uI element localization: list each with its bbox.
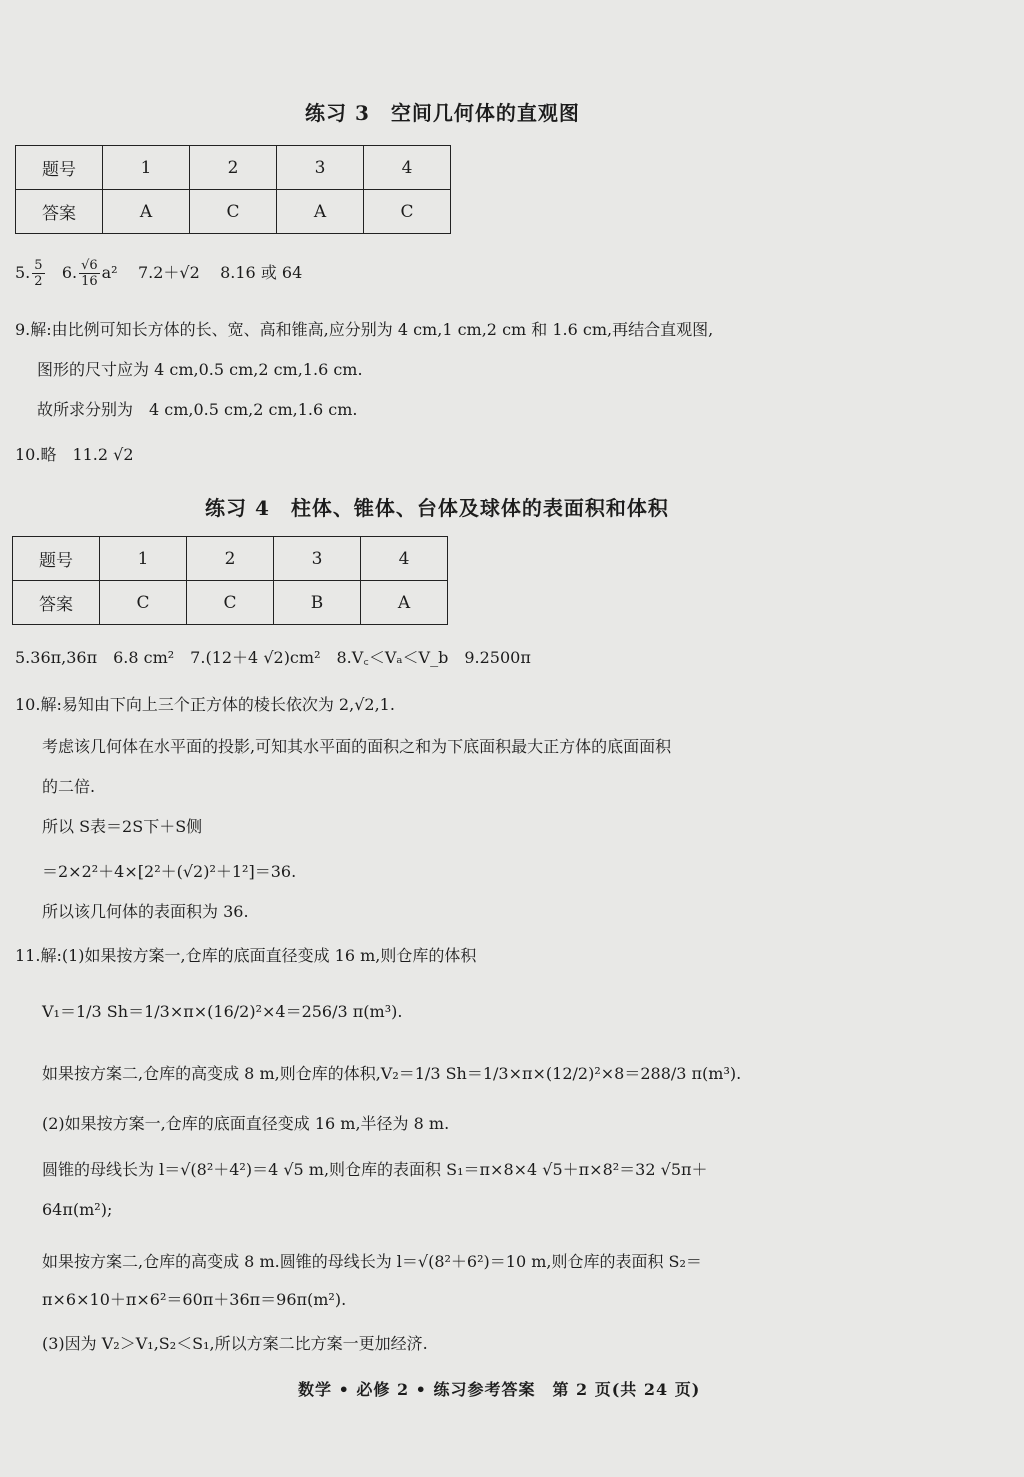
question-number: 3	[277, 146, 364, 190]
header-label: 题号	[13, 537, 100, 581]
answer-label: 答案	[16, 190, 103, 234]
q10-line3: 的二倍.	[42, 777, 96, 796]
section3-answer-table	[15, 145, 451, 234]
page-footer: 数学 • 必修 2 • 练习参考答案 第 2 页(共 24 页)	[298, 1380, 701, 1399]
q9-line1: 9.解:由比例可知长方体的长、宽、高和锥高,应分别为 4 cm,1 cm,2 cm 和 1.6 cm,再结合直观图,	[15, 320, 714, 339]
section4-title: 练习 4 柱体、锥体、台体及球体的表面积和体积	[205, 496, 669, 520]
table-row	[13, 537, 448, 581]
section4-answer-table	[12, 536, 448, 625]
q10-line2: 考虑该几何体在水平面的投影,可知其水平面的面积之和为下底面积最大正方体的底面面积	[42, 737, 672, 756]
answer-cell: C	[364, 190, 451, 234]
q11-line4: (2)如果按方案一,仓库的底面直径变成 16 m,半径为 8 m.	[42, 1114, 450, 1133]
section3-title: 练习 3 空间几何体的直观图	[305, 101, 580, 125]
q10-line1: 10.解:易知由下向上三个正方体的棱长依次为 2,√2,1.	[15, 695, 395, 714]
question-number: 1	[103, 146, 190, 190]
question-number: 4	[361, 537, 448, 581]
q11-line9: (3)因为 V₂＞V₁,S₂＜S₁,所以方案二比方案一更加经济.	[42, 1334, 428, 1353]
answer-cell: A	[277, 190, 364, 234]
q11-line7: 如果按方案二,仓库的高变成 8 m.圆锥的母线长为 l＝√(8²＋6²)＝10 m,则仓库的表面积 S₂＝	[42, 1252, 702, 1271]
q9-line3: 故所求分别为 4 cm,0.5 cm,2 cm,1.6 cm.	[37, 400, 358, 419]
table-row	[16, 190, 451, 234]
answer-cell: C	[100, 581, 187, 625]
q11-line3: 如果按方案二,仓库的高变成 8 m,则仓库的体积,V₂＝1/3 Sh＝1/3×π×(12/2)²×8＝288/3 π(m³).	[42, 1064, 742, 1083]
q11-line8: π×6×10＋π×6²＝60π＋36π＝96π(m²).	[42, 1290, 347, 1309]
question-number: 3	[274, 537, 361, 581]
header-label: 题号	[16, 146, 103, 190]
q10-line4: 所以 S表＝2S下＋S侧	[42, 817, 203, 836]
q10-line5: ＝2×2²＋4×[2²＋(√2)²＋1²]＝36.	[42, 862, 297, 881]
q11-line1: 11.解:(1)如果按方案一,仓库的底面直径变成 16 m,则仓库的体积	[15, 946, 477, 965]
answer-cell: B	[274, 581, 361, 625]
table-row	[16, 146, 451, 190]
answer-cell: A	[361, 581, 448, 625]
question-number: 4	[364, 146, 451, 190]
question-number: 2	[190, 146, 277, 190]
q10-line6: 所以该几何体的表面积为 36.	[42, 902, 249, 921]
q9-line2: 图形的尺寸应为 4 cm,0.5 cm,2 cm,1.6 cm.	[37, 360, 363, 379]
answer-label: 答案	[13, 581, 100, 625]
bleed-through	[820, 1010, 842, 1041]
answer-cell: C	[187, 581, 274, 625]
question-number: 1	[100, 537, 187, 581]
table-row	[13, 581, 448, 625]
question-number: 2	[187, 537, 274, 581]
q11-line6: 64π(m²);	[42, 1200, 113, 1219]
answer-cell: C	[190, 190, 277, 234]
q11-line5: 圆锥的母线长为 l＝√(8²＋4²)＝4 √5 m,则仓库的表面积 S₁＝π×8×4 √5＋π×8²＝32 √5π＋	[42, 1160, 708, 1179]
q11-line2: V₁＝1/3 Sh＝1/3×π×(16/2)²×4＝256/3 π(m³).	[42, 1002, 403, 1021]
answers-5-9: 5.36π,36π 6.8 cm² 7.(12＋4 √2)cm² 8.V꜀＜Vₐ＜V_b 9.2500π	[15, 648, 531, 667]
answer-cell: A	[103, 190, 190, 234]
answers-5-8: 5. $\frac{5}{2}$ 6. $\frac{√6}{16}$ a² 7.2＋√2 8.16 或 64	[15, 258, 303, 289]
q10-11: 10.略 11.2 √2	[15, 445, 134, 464]
